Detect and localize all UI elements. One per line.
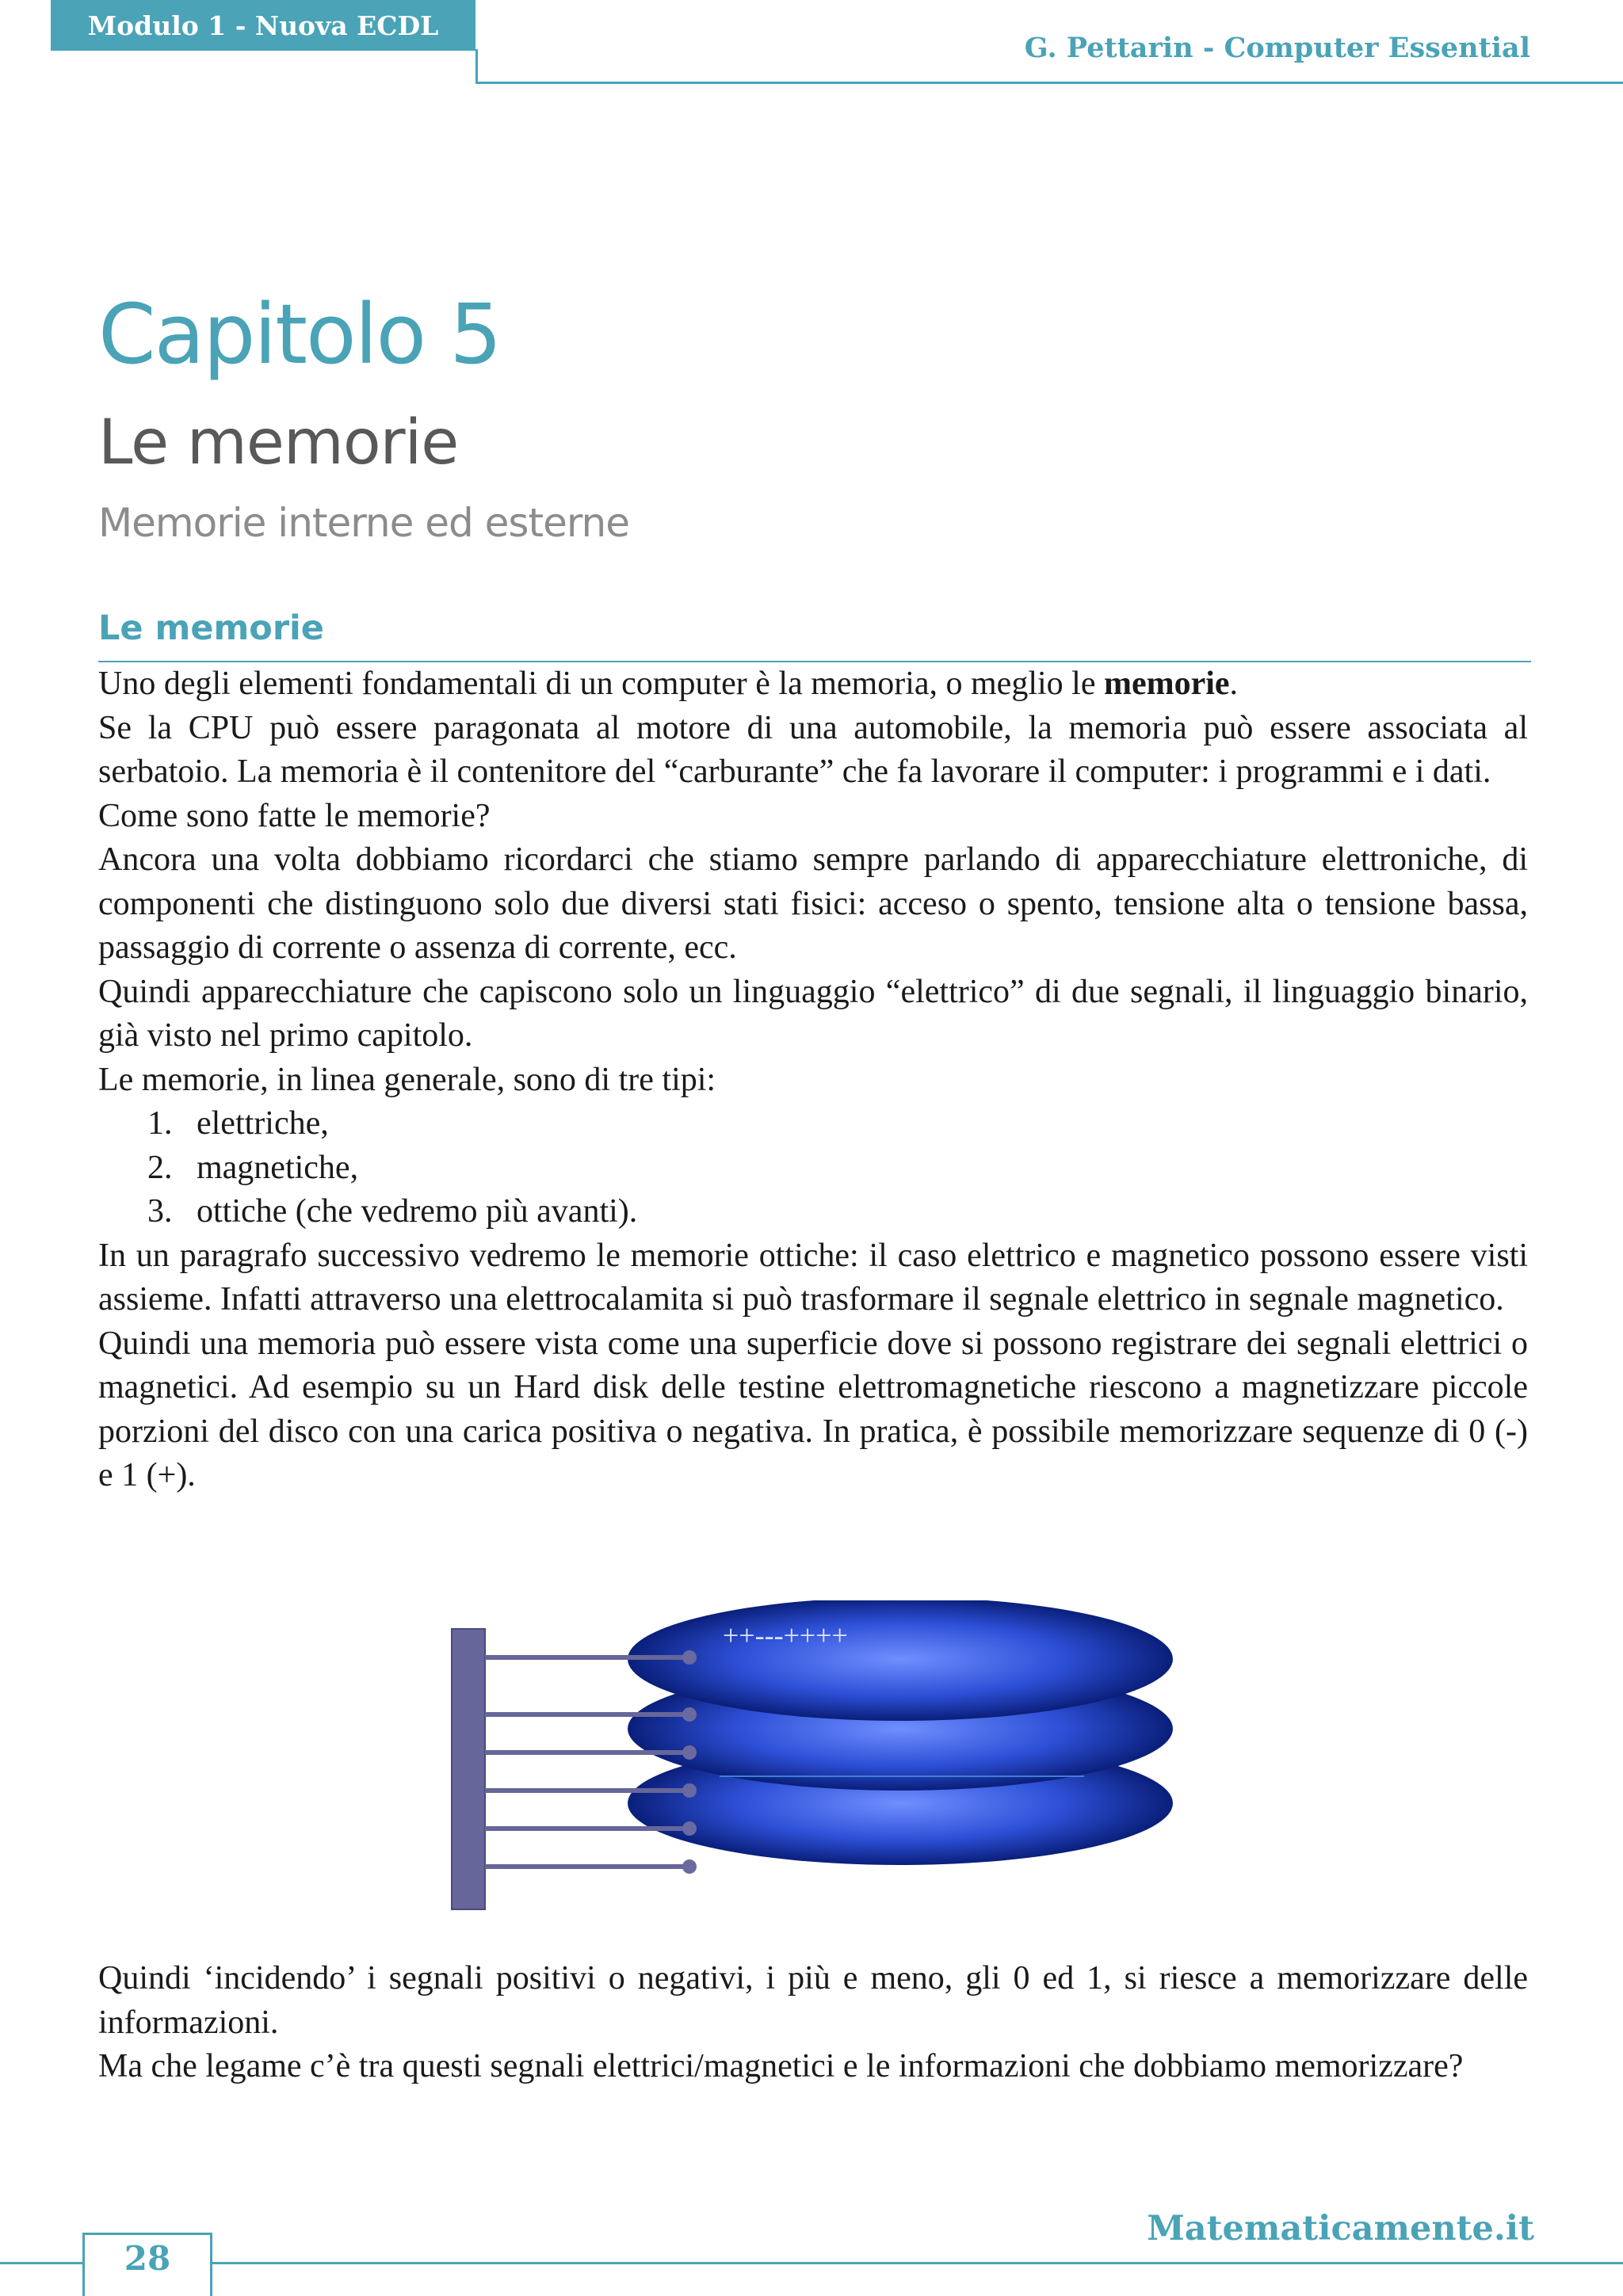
paragraph-1-bold: memorie: [1103, 666, 1230, 702]
header-module-tab: Modulo 1 - Nuova ECDL: [51, 0, 475, 51]
list-item: [98, 1102, 1528, 1146]
page-number: 28: [124, 2239, 171, 2278]
list-item-text: magnetiche,: [197, 1149, 359, 1186]
memory-types-list: [98, 1102, 1528, 1234]
hard-disk-diagram: [444, 1600, 1205, 1917]
disk-signal-label: ++---++++: [723, 1619, 848, 1651]
paragraph-1: [98, 662, 1528, 707]
list-item: [98, 1146, 1528, 1191]
paragraph-6: Le memorie, in linea generale, sono di tre tipi:: [98, 1061, 716, 1098]
footer-rule-right: [212, 2262, 1623, 2264]
list-item-number: 2.: [147, 1149, 173, 1186]
paragraph-4: Ancora una volta dobbiamo ricordarci che stiamo sempre parlando di apparecchiature elettroniche, di componenti che distinguono solo due diversi stati fisici: acceso o spento, tensione alta o tensione bassa, passaggio di corrente o assenza di corrente, ecc.: [98, 841, 1528, 966]
header-divider: [475, 82, 1623, 84]
list-item-text: elettriche,: [197, 1105, 329, 1142]
body-text: [98, 662, 1528, 1498]
paragraph-5: Quindi apparecchiature che capiscono solo un linguaggio “elettrico” di due segnali, il linguaggio binario, già visto nel primo capitolo.: [98, 973, 1528, 1054]
header-author-title: G. Pettarin - Computer Essential: [1024, 32, 1530, 64]
paragraph-3: Come sono fatte le memorie?: [98, 797, 491, 834]
actuator-post: [452, 1629, 485, 1909]
list-item-number: 1.: [147, 1105, 173, 1142]
paragraph-1-text: Uno degli elementi fondamentali di un computer è la memoria, o meglio le: [98, 666, 1104, 702]
paragraph-2: Se la CPU può essere paragonata al motore di una automobile, la memoria può essere associata al serbatoio. La memoria è il contenitore del “carburante” che fa lavorare il computer: i programmi e i dati.: [98, 709, 1528, 790]
body-text-continued: [98, 1957, 1528, 2089]
chapter-subsubtitle: Memorie interne ed esterne: [98, 500, 629, 546]
paragraph-8: Quindi una memoria può essere vista come una superficie dove si possono registrare dei segnali elettrici o magnetici. Ad esempio su un Hard disk delle testine elettromagnetiche riescono a magnetizzare piccole porzioni del disco con una carica positiva o negativa. In pratica, è possibile memorizzare sequenze di 0 (-) e 1 (+).: [98, 1325, 1528, 1493]
read-write-heads: [485, 1657, 688, 1867]
section-heading: Le memorie: [98, 608, 324, 648]
footer-site: Matematicamente.it: [1147, 2209, 1534, 2248]
list-item-text: ottiche (che vedremo più avanti).: [197, 1193, 638, 1230]
footer-rule-left: [0, 2262, 82, 2264]
list-item-number: 3.: [147, 1193, 173, 1230]
platter-top: [628, 1600, 1173, 1721]
paragraph-1-end: .: [1229, 666, 1239, 702]
list-item: [98, 1190, 1528, 1234]
chapter-title: Capitolo 5: [98, 286, 501, 383]
header-divider-vertical: [475, 49, 478, 84]
paragraph-9: Quindi ‘incidendo’ i segnali positivi o negativi, i più e meno, gli 0 ed 1, si riesce a memorizzare delle informazioni.: [98, 1960, 1528, 2041]
paragraph-7: In un paragrafo successivo vedremo le memorie ottiche: il caso elettrico e magnetico possono essere visti assieme. Infatti attraverso una elettrocalamita si può trasformare il segnale elettrico in segnale magnetico.: [98, 1237, 1528, 1318]
chapter-subtitle: Le memorie: [98, 407, 459, 479]
paragraph-10: Ma che legame c’è tra questi segnali elettrici/magnetici e le informazioni che dobbiamo memorizzare?: [98, 2048, 1464, 2084]
